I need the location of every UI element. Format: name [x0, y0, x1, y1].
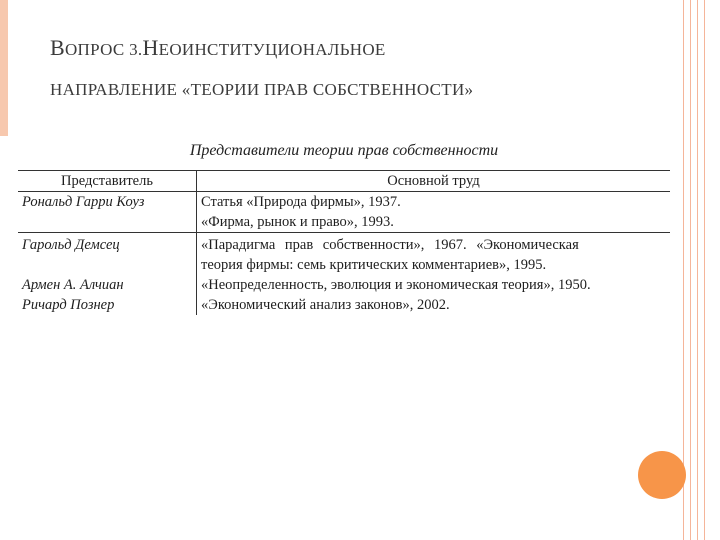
- title-text: ЕОИНСТИТУЦИОНАЛЬНОЕ: [158, 40, 386, 59]
- header-representative: Представитель: [18, 171, 197, 192]
- main-work-cell: [197, 275, 671, 295]
- table-row: [18, 192, 670, 233]
- table-figure: [18, 140, 670, 320]
- work-line: Статья «Природа фирмы», 1937.: [201, 194, 401, 210]
- main-work-cell: [197, 295, 671, 315]
- left-accent-bar: [0, 0, 8, 136]
- decorative-circle: [638, 451, 686, 499]
- main-work-cell: [197, 192, 671, 233]
- representative-name: Гарольд Демсец: [18, 233, 197, 276]
- work-line: «Экономический анализ законов», 2002.: [201, 297, 450, 313]
- right-decor-line: [690, 0, 691, 540]
- table-row: [18, 295, 670, 315]
- title-text: ОПРОС 3.: [64, 40, 143, 59]
- table-caption: Представители теории прав собственности: [189, 142, 499, 159]
- main-work-cell: [197, 233, 671, 276]
- work-line: «Фирма, рынок и право», 1993.: [201, 214, 394, 230]
- representative-name: Ричард Познер: [18, 295, 197, 315]
- right-decor-line: [704, 0, 705, 540]
- right-decor-line: [697, 0, 698, 540]
- title-initial: Н: [142, 35, 159, 60]
- right-decor-line: [683, 0, 684, 540]
- representatives-table: [18, 170, 670, 315]
- slide-title: [50, 28, 473, 110]
- table-row: [18, 275, 670, 295]
- work-line: «Неопределенность, эволюция и экономическая теория», 1950.: [201, 277, 591, 293]
- table-header-row: [18, 171, 670, 192]
- work-line: теория фирмы: семь критических комментариев», 1995.: [201, 257, 547, 273]
- table-row: [18, 233, 670, 276]
- representative-name: Рональд Гарри Коуз: [18, 192, 197, 233]
- header-main-work: Основной труд: [197, 171, 671, 192]
- title-line-1: [50, 28, 473, 70]
- work-line: «Парадигма прав собственности», 1967. «Экономическая: [201, 237, 579, 253]
- title-line-2: НАПРАВЛЕНИЕ «ТЕОРИИ ПРАВ СОБСТВЕННОСТИ»: [50, 80, 474, 99]
- representative-name: Армен А. Алчиан: [18, 275, 197, 295]
- title-initial: В: [50, 35, 65, 60]
